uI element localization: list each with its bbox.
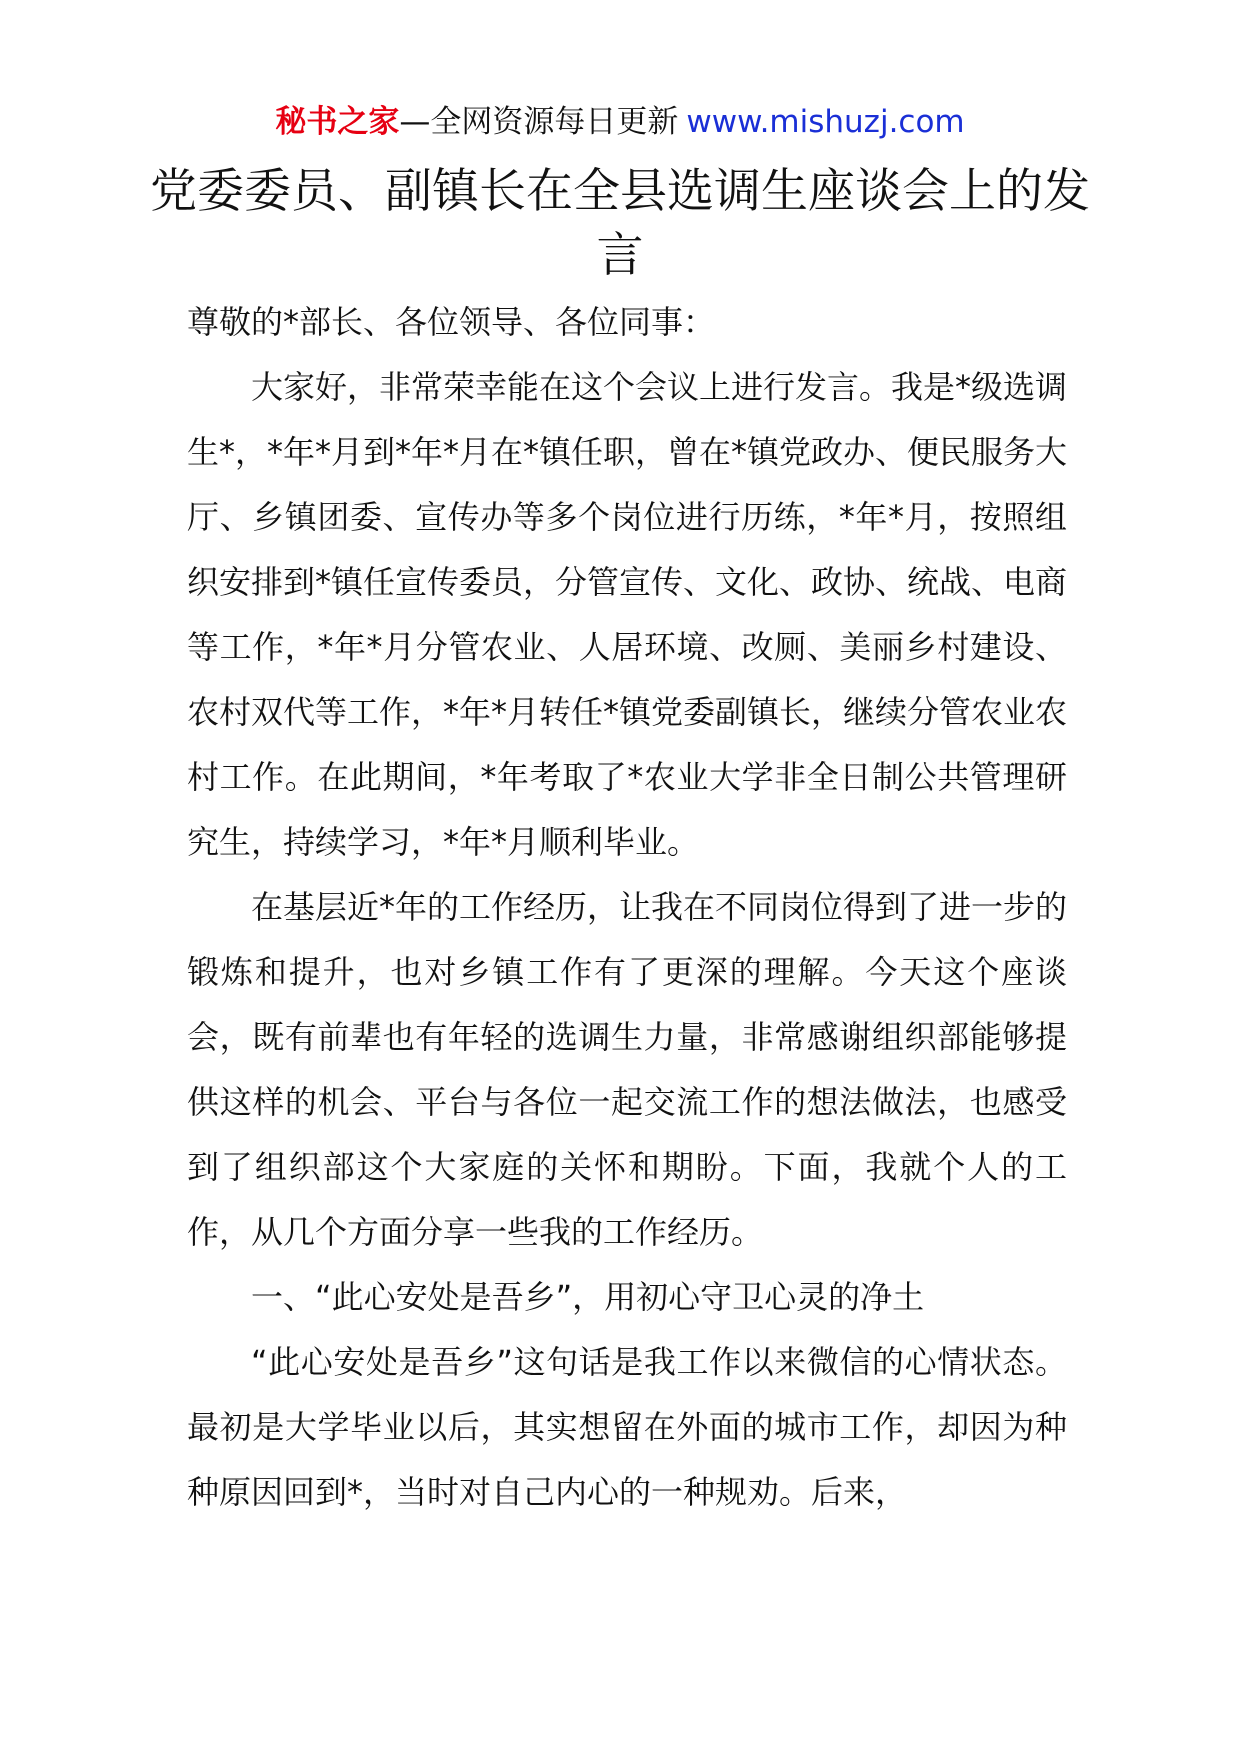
paragraph-experience: 在基层近*年的工作经历，让我在不同岗位得到了进一步的锻炼和提升，也对乡镇工作有了更深的理解。今天这个座谈会，既有前辈也有年轻的选调生力量，非常感谢组织部能够提供这样的机会、平台与各位一起交流工作的想法做法，也感受到了组织部这个大家庭的关怀和期盼。下面，我就个人的工作，从几个方面分享一些我的工作经历。: [187, 888, 1068, 1251]
paragraph-intro: 大家好，非常荣幸能在这个会议上进行发言。我是*级选调生*，*年*月到*年*月在*镇任职，曾在*镇党政办、便民服务大厅、乡镇团委、宣传办等多个岗位进行历练，*年*月，按照组织安排到*镇任宣传委员，分管宣传、文化、政协、统战、电商等工作，*年*月分管农业、人居环境、改厕、美丽乡村建设、农村双代等工作，*年*月转任*镇党委副镇长，继续分管农业农村工作。在此期间，*年考取了*农业大学非全日制公共管理研究生，持续学习，*年*月顺利毕业。: [187, 368, 1068, 861]
brand-name: 秘书之家: [275, 104, 400, 140]
salutation: 尊敬的*部长、各位领导、各位同事：: [187, 303, 716, 341]
site-header: [0, 100, 1240, 144]
section-1-paragraph: “此心安处是吾乡”这句话是我工作以来微信的心情状态。最初是大学毕业以后，其实想留在外面的城市工作，却因为种种原因回到*，当时对自己内心的一种规劝。后来，: [187, 1343, 1067, 1511]
header-tagline: —全网资源每日更新: [399, 104, 679, 140]
document-body: [187, 290, 1067, 1525]
section-heading-1: 一、“此心安处是吾乡”，用初心守卫心灵的净土: [251, 1278, 925, 1316]
document-title: 党委委员、副镇长在全县选调生座谈会上的发言: [150, 164, 1090, 283]
site-url-link[interactable]: www.mishuzj.com: [686, 104, 965, 140]
